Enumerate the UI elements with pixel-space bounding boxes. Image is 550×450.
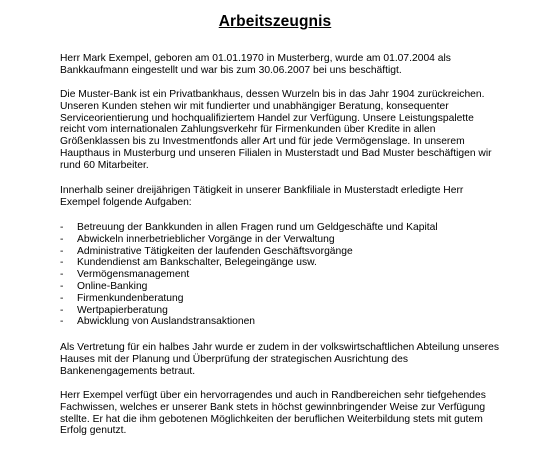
task-text: Online-Banking [77,280,148,292]
task-text: Wertpapierberatung [77,304,168,316]
document-title: Arbeitszeugnis [218,13,332,30]
list-item [60,257,500,269]
bullet-dash: - [60,257,64,269]
task-text: Vermögensmanagement [77,269,190,281]
list-item [60,281,500,293]
intro-paragraph: Herr Mark Exempel, geboren am 01.01.1970 in Musterberg, wurde am 01.07.2004 als Bankkaufmann eingestellt und war bis zum 30.06.2007 bei uns beschäftigt. [60,53,451,76]
bullet-dash: - [60,316,64,328]
task-list [60,222,500,328]
list-item [60,305,500,317]
list-item [60,234,500,246]
list-item [60,222,500,234]
bullet-dash: - [60,269,64,281]
bullet-dash: - [60,292,64,304]
list-item [60,269,500,281]
task-text: Abwickeln innerbetrieblicher Vorgänge in der Verwaltung [77,233,335,245]
expertise-paragraph: Herr Exempel verfügt über ein hervorragendes und auch in Randbereichen sehr tiefgehendes Fachwissen, welches er unserer Bank stets in höchst gewinnbringender Weise zur Verfügung stellte. Er hat die ihm gebotenen Möglichkeiten der beruflichen Weiterbildung stets mit gutem Erfolg genutzt. [60,390,486,437]
list-item [60,246,500,258]
bullet-dash: - [60,245,64,257]
bullet-dash: - [60,233,64,245]
task-text: Kundendienst am Bankschalter, Belegeingänge usw. [77,257,317,269]
company-description-paragraph: Die Muster-Bank ist ein Privatbankhaus, dessen Wurzeln bis in das Jahr 1904 zurückreichen. Unseren Kunden stehen wir mit fundierter und unabhängiger Beratung, konsequenter Serviceorientierung und hochqualifiziertem Handel zur Verfügung. Unsere Leistungspalette reicht vom internationalen Zahlungsverkehr für Firmenkunden über Kredite in allen Größenklassen bis zu Investmentfonds aller Art und für jede Vermögenslage. In unserem Haupthaus in Musterburg und unseren Filialen in Musterstadt und Bad Muster beschäftigen wir rund 60 Mitarbeiter. [60,89,492,171]
bullet-dash: - [60,304,64,316]
bullet-dash: - [60,222,64,233]
deputy-role-paragraph: Als Vertretung für ein halbes Jahr wurde er zudem in der volkswirtschaftlichen Abteilung unseres Hauses mit der Planung und Überprüfung der strategischen Ausrichtung des Bankenengagements betraut. [60,342,499,377]
tasks-intro-paragraph: Innerhalb seiner dreijährigen Tätigkeit in unserer Bankfiliale in Musterstadt erledigte Herr Exempel folgende Aufgaben: [60,185,464,208]
task-text: Betreuung der Bankkunden in allen Fragen rund um Geldgeschäfte und Kapital [77,222,438,233]
list-item [60,316,500,328]
task-text: Administrative Tätigkeiten der laufenden Geschäftsvorgänge [77,245,353,257]
task-text: Abwicklung von Auslandstransaktionen [77,316,256,328]
bullet-dash: - [60,280,64,292]
list-item [60,293,500,305]
task-text: Firmenkundenberatung [77,292,184,304]
